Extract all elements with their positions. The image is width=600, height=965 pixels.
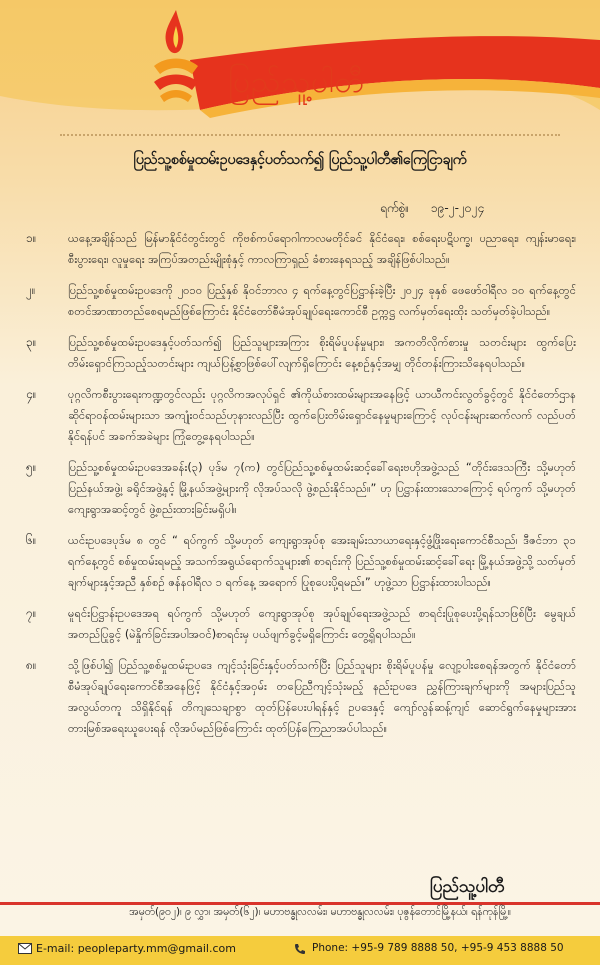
item-text: ပြည်သူ့စစ်မှုထမ်းဥပဒေနှင့်ပတ်သက်၍ ပြည်သူများအကြား စိုးရိမ်ပူပန်မှုများ၊ အကတိလိုက်စားမှု သတင်းများ ထွက်ပြေးတိမ်းရှောင်ကြသည့်သတင်းများ ကျယ်ပြန့်စွာဖြစ်ပေါ်လျက်ရှိကြောင်း နေ့စဉ်နှင့်အမျှ တိုင်တန်းကြားသိနေရပါသည်။ bbox=[68, 336, 576, 370]
statement-item bbox=[20, 228, 580, 270]
letterhead bbox=[0, 0, 600, 125]
item-text: ပုဂ္ဂလိကစီးပွားရေးကဏ္ဍတွင်လည်း ပုဂ္ဂလိကအလုပ်ရှင် ၏ကိုယ်စားထမ်းများအနေဖြင့် ယာယီကင်းလွတ်ခွင့်တွင် နိုင်ငံတော်ဌာနဆိုင်ရာဝန်ထမ်းများသာ အကျုံးဝင်သည်ဟုနားလည်ပြီး ထွက်ပြေးတိမ်းရှောင်နေမှုများကြောင့် လုပ်ငန်းများဆက်လက် လည်ပတ်နိုင်ရန်ပင် အခက်အခဲများ ကြုံတွေ့နေရပါသည်။ bbox=[68, 388, 576, 443]
statement-item bbox=[20, 655, 580, 739]
item-number: ၄။ bbox=[26, 387, 37, 401]
footer-address: အမှတ်(၉၀၂)၊ ၉ လွှာ၊ အမှတ်(၆၂)၊ မဟာဗန္ဓုလလမ်း၊ မဟာဗန္ဓုလလမ်း၊ ပုဇွန်တောင်မြို့နယ်၊ ရန်ကုန်မြို့။ bbox=[129, 906, 511, 918]
item-text: ပြည်သူ့စစ်မှုထမ်းဥပဒေကို ၂၀၁၀ ပြည့်နှစ် နိုဝင်ဘာလ ၄ ရက်နေ့တွင်ပြဋ္ဌာန်းခဲ့ပြီး ၂၀၂၄ ခုနှစ် ဖေဖော်ဝါရီလ ၁၀ ရက်နေ့တွင် စတင်အာဏာတည်စေရမည်ဖြစ်ကြောင်း နိုင်ငံတော်စီမံအုပ်ချုပ်ရေးကောင်စီ ဥက္ကဋ္ဌ လက်မှတ်ရေးထိုး သတ်မှတ်ခဲ့ပါသည်။ bbox=[68, 284, 576, 318]
statement-item bbox=[20, 332, 580, 374]
item-number: ၂။ bbox=[26, 283, 36, 297]
date-label: ရက်စွဲ။ bbox=[380, 201, 410, 215]
item-number: ၃။ bbox=[26, 335, 37, 349]
date-value: ၁၉-၂-၂၀၂၄ bbox=[430, 201, 485, 215]
divider bbox=[60, 134, 560, 136]
item-number: ၆။ bbox=[26, 533, 37, 547]
item-text: ပြည်သူ့စစ်မှုထမ်းဥပဒေအခန်း(၃) ပုဒ်မ ၇(က) တွင်ပြည်သူ့စစ်မှုထမ်းဆင့်ခေါ်ရေးဗဟိုအဖွဲ့သည် “တိုင်းဒေသကြီး သို့မဟုတ် ပြည်နယ်အဖွဲ့၊ ခရိုင်အဖွဲ့နှင့် မြို့နယ်အဖွဲ့များကို လိုအပ်သလို ဖွဲ့စည်းနိုင်သည်။” ဟု ပြဋ္ဌာန်းထားသောကြောင့် ရပ်ကွက် သို့မဟုတ် ကျေးရွာအဆင့်တွင် ဖွဲ့စည်းထားခြင်းမရှိပါ။ bbox=[68, 461, 576, 516]
item-text: ယနေ့အချိန်သည် မြန်မာနိုင်ငံတွင်းတွင် ကိုဗစ်ကပ်ရောဂါကာလမတိုင်ခင် နိုင်ငံရေး၊ စစ်ရေးပဋိပက္ခ၊ ပညာရေး၊ ကျန်းမာရေး၊ စီးပွားရေး၊ လူမှုရေး အကြပ်အတည်းမျိုးစုံနှင့် ကာလကြာရှည် ခံစားနေရသည့် အချိန်ဖြစ်ပါသည်။ bbox=[68, 232, 576, 266]
document-title: ပြည်သူ့စစ်မှုထမ်းဥပဒေနှင့်ပတ်သက်၍ ပြည်သူ့ပါတီ၏ကြေငြာချက် bbox=[133, 152, 467, 168]
signature-party-name: ပြည်သူ့ပါတီ bbox=[430, 877, 505, 897]
item-number: ၁။ bbox=[26, 231, 37, 245]
statement-item bbox=[20, 603, 580, 645]
document-date bbox=[380, 200, 560, 218]
party-name-brand: ပြည်သူ့ပါတီ bbox=[228, 65, 365, 100]
statement-item bbox=[20, 384, 580, 447]
item-text: သို့ဖြစ်ပါ၍ ပြည်သူ့စစ်မှုထမ်းဥပဒေ ကျင့်သုံးခြင်းနှင့်ပတ်သက်ပြီး ပြည်သူများ စိုးရိမ်ပူပန်မှု လျော့ပါးစေရန်အတွက် နိုင်ငံတော်စီမံအုပ်ချုပ်ရေးကောင်စီအနေဖြင့် နိုင်ငံနှင့်အဝှမ်း တပြေညီကျင့်သုံးမည့် နည်းဥပဒေ ညွှန်ကြားချက်များကို အများပြည်သူ အလွယ်တကူ သိရှိနိုင်ရန် တိကျသေချာစွာ ထုတ်ပြန်ပေးပါရန်နှင့် ဥပဒေနှင့် ကျော်လွန်ဆန့်ကျင် ဆောင်ရွက်နေမှုများအား တားမြစ်အရေးယူပေးရန် လိုအပ်မည်ဖြစ်ကြောင်း ထုတ်ပြန်ကြေညာအပ်ပါသည်။ bbox=[68, 659, 576, 735]
item-number: ၈။ bbox=[26, 658, 37, 672]
item-text: မူရင်းပြဋ္ဌာန်းဥပဒေအရ ရပ်ကွက် သို့မဟုတ် ကျေးရွာအုပ်စု အုပ်ချုပ်ရေးအဖွဲ့သည် စာရင်းပြုစုပေးပို့ရန်သာဖြစ်ပြီး မွေချယ်အတည်ပြုခွင့် (မဲနှိုက်ခြင်းအပါအဝင်)စာရင်းမှ ပယ်ဖျက်ခွင့်မရှိကြောင်း တွေ့ရှိရပါသည်။ bbox=[68, 607, 576, 641]
footer-divider bbox=[0, 902, 600, 905]
item-text: ယင်းဥပဒေပုဒ်မ ၈ တွင် “ ရပ်ကွက် သို့မဟုတ် ကျေးရွာအုပ်စု အေးချမ်းသာယာရေးနှင့်ဖွံ့ဖြိုးရေးကောင်စီသည်၊ ဒီဇင်ဘာ ၃၁ ရက်နေ့တွင် စစ်မှုထမ်းရမည့် အသက်အရွယ်ရောက်သူများ၏ စာရင်းကို ပြည်သူ့စစ်မှုထမ်းဆင့်ခေါ်ရေး မြို့နယ်အဖွဲ့သို့ သတ်မှတ်ချက်များနှင့်အညီ နှစ်စဉ် ဇန်နဝါရီလ ၁ ရက်နေ့ အရောက် ပြုစုပေးပို့ရမည်။” ဟုဖွဲ့သာ ပြဋ္ဌာန်းထားပါသည်။ bbox=[68, 534, 576, 589]
envelope-icon bbox=[18, 943, 32, 954]
item-number: ၇။ bbox=[26, 606, 37, 620]
email-contact[interactable]: E-mail: peopleparty.mm@gmail.com bbox=[36, 942, 236, 955]
statement-item bbox=[20, 280, 580, 322]
statement-item bbox=[20, 530, 580, 593]
item-number: ၅။ bbox=[26, 460, 37, 474]
candle-flame-logo-icon bbox=[146, 8, 206, 103]
phone-icon bbox=[294, 943, 306, 955]
statement-list bbox=[20, 228, 580, 749]
statement-item bbox=[20, 457, 580, 520]
phone-contact[interactable]: Phone: +95-9 789 8888 50, +95-9 453 8888 50 bbox=[312, 942, 564, 954]
